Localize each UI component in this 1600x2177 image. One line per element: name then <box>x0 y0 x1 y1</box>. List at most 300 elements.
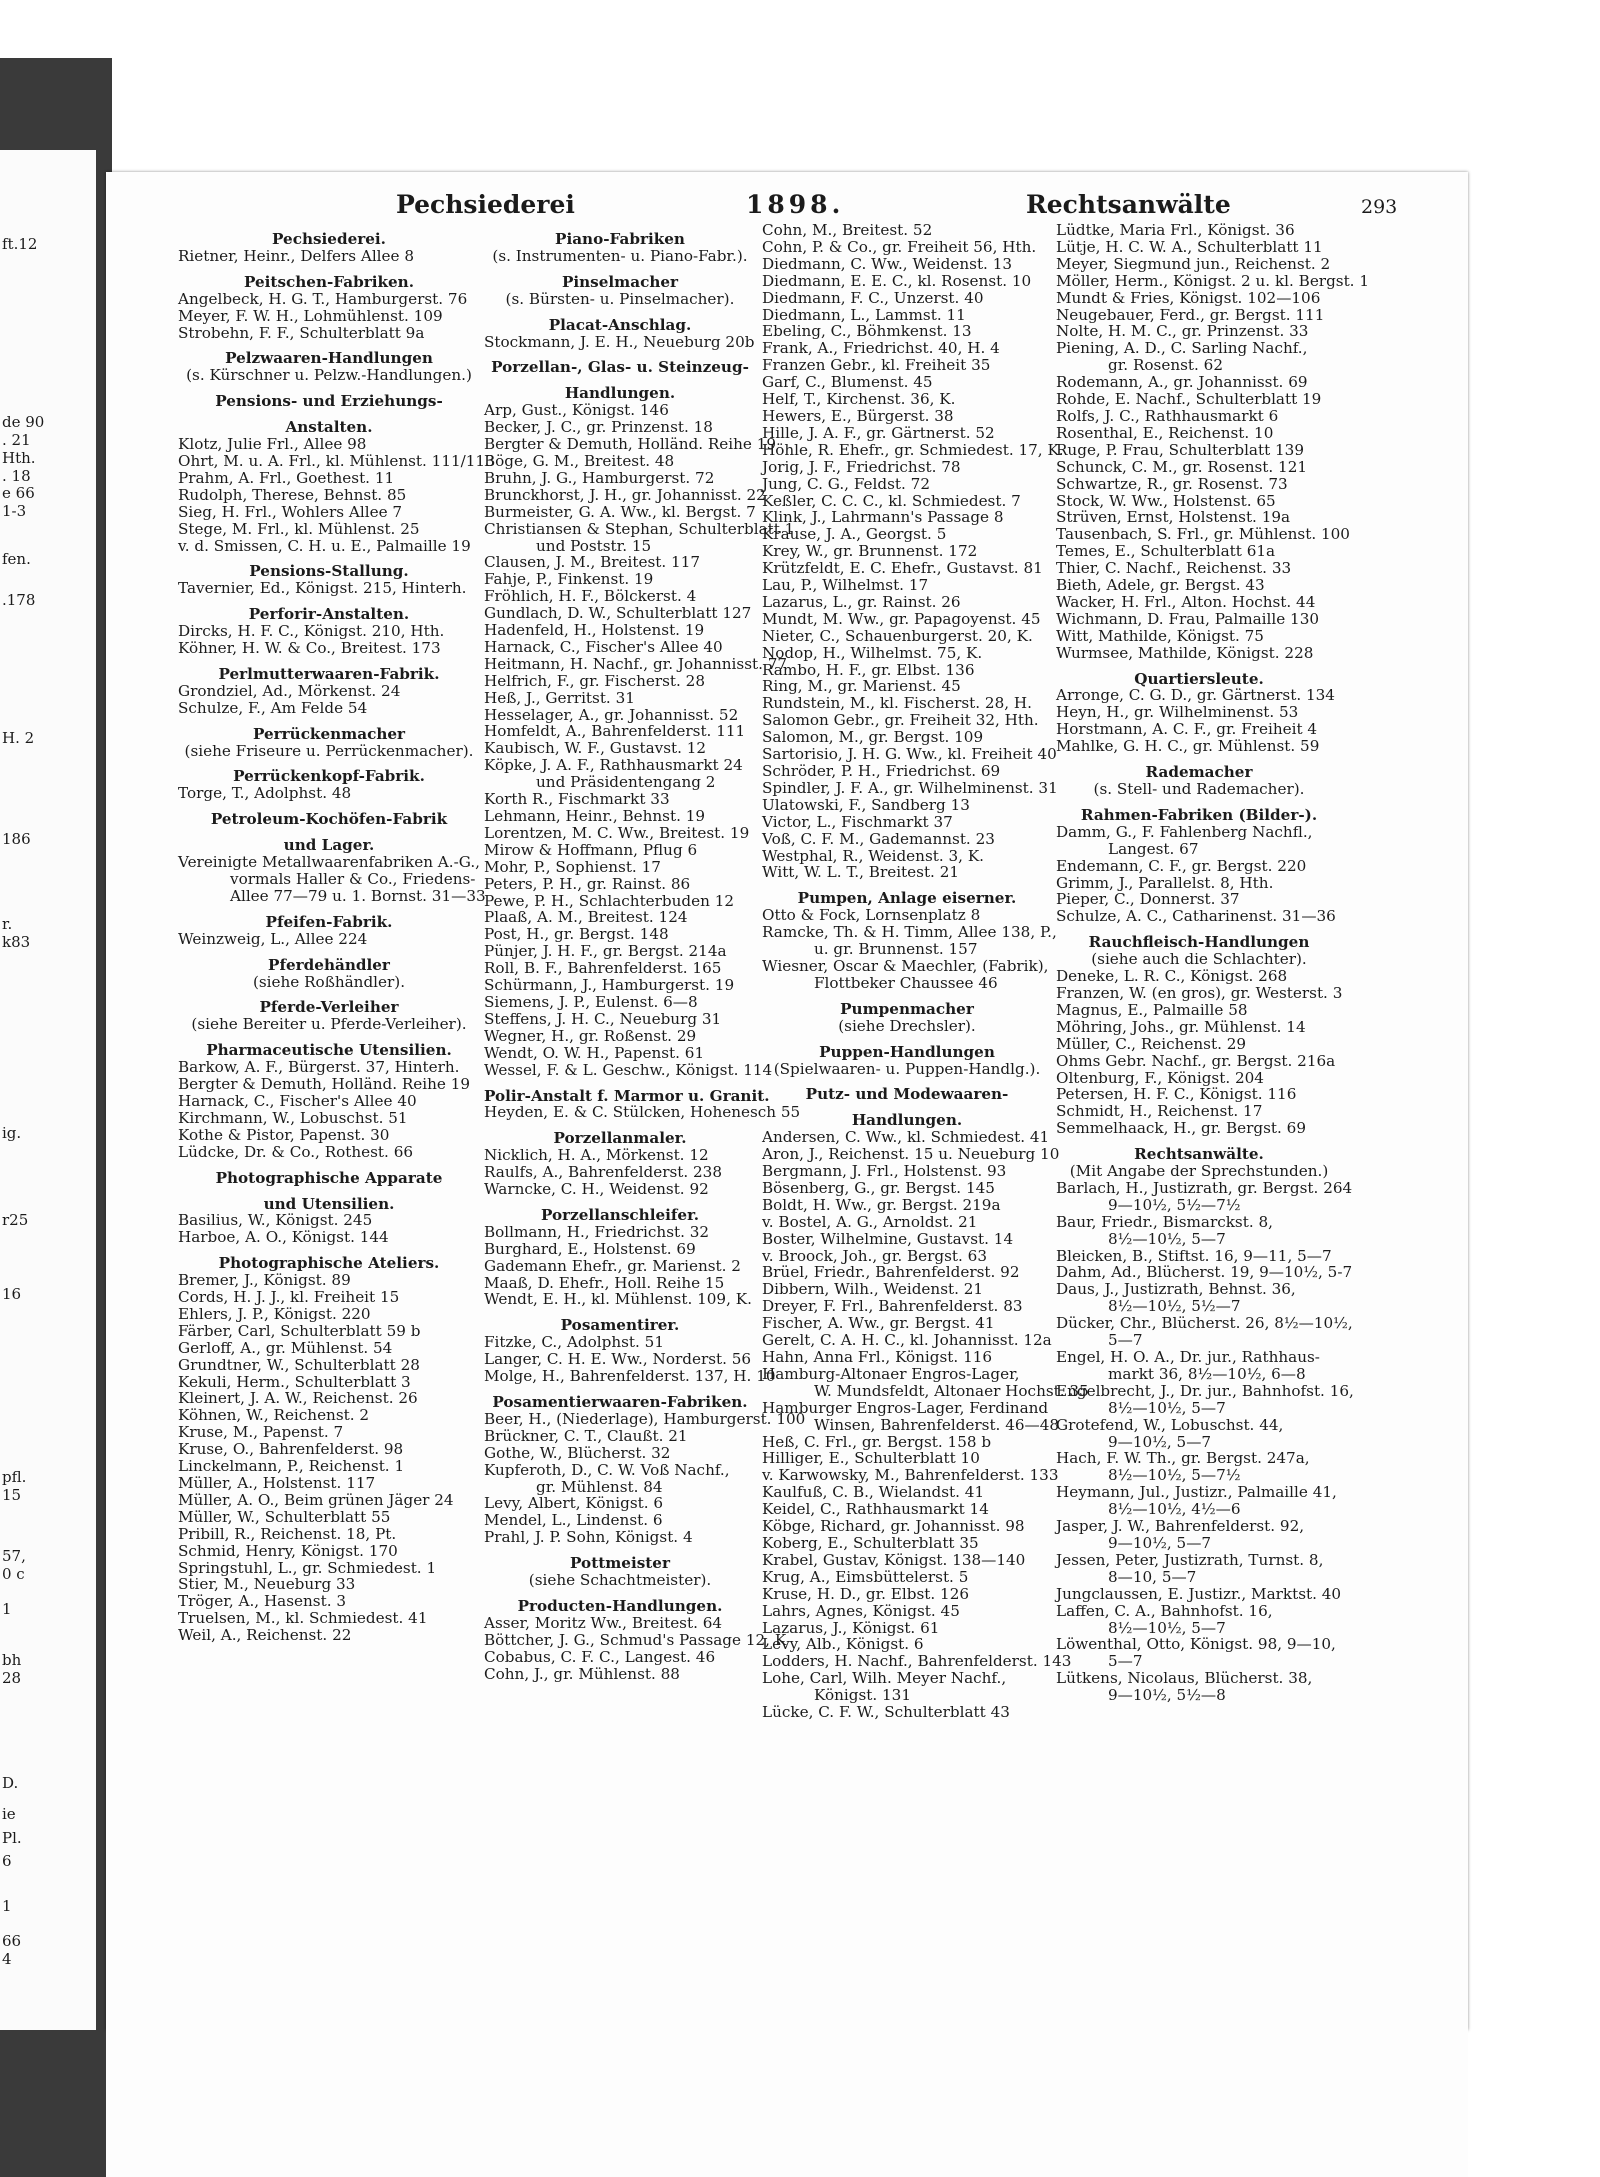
directory-entry: Weil, A., Reichenst. 22 <box>178 1626 352 1645</box>
directory-entry: Krause, J. A., Georgst. 5 <box>762 525 947 544</box>
column-1 <box>178 222 495 1645</box>
directory-entry: Königst. 131 <box>814 1686 911 1705</box>
directory-entry: Linckelmann, P., Reichenst. 1 <box>178 1457 405 1476</box>
directory-entry: Homfeldt, A., Bahrenfelderst. 111 <box>484 722 746 741</box>
directory-entry: Temes, E., Schulterblatt 61a <box>1056 542 1276 561</box>
section-heading: Pensions- und Erziehungs- <box>215 392 443 411</box>
directory-entry: Meyer, Siegmund jun., Reichenst. 2 <box>1056 254 1331 273</box>
facing-page-fragment: bh <box>2 1651 22 1669</box>
directory-entry: Wendt, O. W. H., Papenst. 61 <box>484 1043 705 1062</box>
cross-reference: (siehe Roßhändler). <box>252 972 406 991</box>
directory-entry: Oltenburg, F., Königst. 204 <box>1056 1068 1264 1087</box>
directory-entry: Endemann, C. F., gr. Bergst. 220 <box>1056 856 1307 875</box>
directory-entry: Hach, F. W. Th., gr. Bergst. 247a, <box>1056 1449 1310 1468</box>
directory-entry: Fischer, A. Ww., gr. Bergst. 41 <box>762 1314 995 1333</box>
directory-entry: Levy, Albert, Königst. 6 <box>484 1494 664 1513</box>
directory-entry: Rohde, E. Nachf., Schulterblatt 19 <box>1056 390 1322 409</box>
directory-entry: Boster, Wilhelmine, Gustavst. 14 <box>762 1229 1014 1248</box>
directory-entry: Pribill, R., Reichenst. 18, Pt. <box>178 1524 397 1543</box>
directory-entry: Wegner, H., gr. Roßenst. 29 <box>484 1026 697 1045</box>
directory-entry: Nicklich, H. A., Mörkenst. 12 <box>484 1146 709 1165</box>
directory-entry: Lazarus, L., gr. Rainst. 26 <box>762 592 961 611</box>
directory-entry: Hamburger Engros-Lager, Ferdinand <box>762 1398 1049 1417</box>
directory-entry: Post, H., gr. Bergst. 148 <box>484 925 669 944</box>
directory-entry: Möller, Herm., Königst. 2 u. kl. Bergst. 1 <box>1056 271 1370 290</box>
directory-entry: Frank, A., Friedrichst. 40, H. 4 <box>762 339 1000 358</box>
directory-entry: Stege, M. Frl., kl. Mühlenst. 25 <box>178 519 420 538</box>
directory-entry: Winsen, Bahrenfelderst. 46—48 <box>814 1415 1060 1434</box>
directory-entry: Harboe, A. O., Königst. 144 <box>178 1228 389 1247</box>
directory-entry: Otto & Fock, Lornsenplatz 8 <box>762 906 981 925</box>
directory-entry: Ehlers, J. P., Königst. 220 <box>178 1304 371 1323</box>
directory-entry: Müller, A. O., Beim grünen Jäger 24 <box>178 1490 454 1509</box>
directory-entry: Nodop, H., Wilhelmst. 75, K. <box>762 643 983 662</box>
directory-entry: Kleinert, J. A. W., Reichenst. 26 <box>178 1389 418 1408</box>
directory-entry: Nieter, C., Schauenburgerst. 20, K. <box>762 626 1033 645</box>
section-heading: Pumpen, Anlage eiserner. <box>797 889 1017 908</box>
directory-entry: Burmeister, G. A. Ww., kl. Bergst. 7 <box>484 502 756 521</box>
directory-entry: Kekuli, Herm., Schulterblatt 3 <box>178 1372 411 1391</box>
directory-entry: Bremer, J., Königst. 89 <box>178 1271 351 1290</box>
directory-entry: Lau, P., Wilhelmst. 17 <box>762 576 929 595</box>
directory-entry: gr. Mühlenst. 84 <box>536 1477 663 1496</box>
directory-entry: Clausen, J. M., Breitest. 117 <box>484 553 701 572</box>
section-heading: Pfeifen-Fabrik. <box>265 912 393 931</box>
section-heading: Rauchfleisch-Handlungen <box>1088 933 1310 952</box>
facing-page-fragment: 16 <box>2 1285 22 1303</box>
directory-entry: 8½—10½, 4½—6 <box>1108 1500 1241 1519</box>
facing-page-fragment: 28 <box>2 1669 22 1687</box>
facing-page-fragment: Pl. <box>2 1829 22 1847</box>
directory-entry: Jessen, Peter, Justizrath, Turnst. 8, <box>1056 1550 1324 1569</box>
directory-entry: Burghard, E., Holstenst. 69 <box>484 1239 696 1258</box>
directory-entry: Schulze, F., Am Felde 54 <box>178 698 368 717</box>
directory-entry: Pünjer, J. H. F., gr. Bergst. 214a <box>484 942 727 961</box>
facing-page-fragment: r. <box>2 915 13 933</box>
directory-entry: Lazarus, J., Königst. 61 <box>762 1618 940 1637</box>
directory-entry: Klink, J., Lahrmann's Passage 8 <box>762 508 1004 527</box>
directory-entry: Strüven, Ernst, Holstenst. 19a <box>1056 508 1291 527</box>
directory-entry: Lücke, C. F. W., Schulterblatt 43 <box>762 1703 1010 1722</box>
directory-entry: und Poststr. 15 <box>536 536 652 555</box>
directory-entry: Mendel, L., Lindenst. 6 <box>484 1511 663 1530</box>
directory-entry: Ulatowski, F., Sandberg 13 <box>762 795 970 814</box>
directory-entry: Kothe & Pistor, Papenst. 30 <box>178 1125 390 1144</box>
directory-entry: Mundt, M. Ww., gr. Papagoyenst. 45 <box>762 609 1041 628</box>
directory-entry: Piening, A. D., C. Sarling Nachf., <box>1056 339 1308 358</box>
directory-entry: Bleicken, B., Stiftst. 16, 9—11, 5—7 <box>1056 1246 1332 1265</box>
directory-entry: Salomon Gebr., gr. Freiheit 32, Hth. <box>762 711 1039 730</box>
directory-entry: Warncke, C. H., Weidenst. 92 <box>484 1180 709 1199</box>
directory-entry: Hille, J. A. F., gr. Gärtnerst. 52 <box>762 423 995 442</box>
directory-entry: Angelbeck, H. G. T., Hamburgerst. 76 <box>178 289 468 308</box>
directory-entry: Fahje, P., Finkenst. 19 <box>484 570 654 589</box>
directory-entry: Tausenbach, S. Frl., gr. Mühlenst. 100 <box>1056 525 1350 544</box>
directory-entry: 8½—10½, 5½—7 <box>1108 1297 1241 1316</box>
directory-entry: Schwartze, R., gr. Rosenst. 73 <box>1056 474 1288 493</box>
directory-entry: Wurmsee, Mathilde, Königst. 228 <box>1056 643 1314 662</box>
section-heading: Porzellan-, Glas- u. Steinzeug- <box>491 358 749 377</box>
directory-entry: Rudolph, Therese, Behnst. 85 <box>178 485 407 504</box>
directory-entry: Schulze, A. C., Catharinenst. 31—36 <box>1056 907 1336 926</box>
directory-entry: Ohrt, M. u. A. Frl., kl. Mühlenst. 111/113 <box>178 451 495 470</box>
directory-entry: Müller, C., Reichenst. 29 <box>1056 1034 1247 1053</box>
cross-reference: (s. Bürsten- u. Pinselmacher). <box>505 289 735 308</box>
directory-entry: 8½—10½, 5—7 <box>1108 1618 1226 1637</box>
directory-entry: Hilliger, E., Schulterblatt 10 <box>762 1449 980 1468</box>
facing-page-fragment: e 66 <box>2 484 35 502</box>
directory-entry: Flottbeker Chaussee 46 <box>814 973 998 992</box>
column-2 <box>484 222 806 1683</box>
directory-entry: Rietner, Heinr., Delfers Allee 8 <box>178 246 415 265</box>
directory-entry: Rosenthal, E., Reichenst. 10 <box>1056 423 1274 442</box>
directory-entry: Rambo, H. F., gr. Elbst. 136 <box>762 660 975 679</box>
directory-entry: Helfrich, F., gr. Fischerst. 28 <box>484 671 705 690</box>
directory-entry: Tröger, A., Hasenst. 3 <box>178 1592 347 1611</box>
facing-page-fragment: 15 <box>2 1486 22 1504</box>
directory-entry: Böge, G. M., Breitest. 48 <box>484 451 675 470</box>
directory-entry: Helf, T., Kirchenst. 36, K. <box>762 390 956 409</box>
directory-entry: Neugebauer, Ferd., gr. Bergst. 111 <box>1056 305 1325 324</box>
directory-entry: Engel, H. O. A., Dr. jur., Rathhaus- <box>1056 1348 1320 1366</box>
section-heading: Posamentierwaaren-Fabriken. <box>492 1393 748 1411</box>
facing-page-fragment: k83 <box>2 933 31 951</box>
directory-entry: Plaaß, A. M., Breitest. 124 <box>484 908 688 927</box>
section-heading: Pumpenmacher <box>840 999 974 1018</box>
section-heading: Pottmeister <box>570 1554 670 1573</box>
directory-entry: Dahm, Ad., Blücherst. 19, 9—10½, 5-7 <box>1056 1263 1353 1282</box>
page-number: 293 <box>1361 196 1398 218</box>
section-heading: Puppen-Handlungen <box>819 1042 995 1061</box>
directory-entry: Franzen, W. (en gros), gr. Westerst. 3 <box>1056 983 1343 1002</box>
directory-entry: Roll, B. F., Bahrenfelderst. 165 <box>484 959 722 978</box>
facing-page-fragment: D. <box>2 1774 19 1792</box>
directory-entry: Mahlke, G. H. C., gr. Mühlenst. 59 <box>1056 737 1320 756</box>
directory-entry: Meyer, F. W. H., Lohmühlenst. 109 <box>178 306 443 325</box>
facing-page-fragment: fen. <box>2 550 31 568</box>
running-head-left: Pechsiederei <box>396 190 575 219</box>
directory-entry: Cords, H. J. J., kl. Freiheit 15 <box>178 1288 400 1307</box>
directory-entry: 5—7 <box>1108 1652 1143 1671</box>
directory-entry: Schmid, Henry, Königst. 170 <box>178 1541 398 1560</box>
directory-entry: Ring, M., gr. Marienst. 45 <box>762 677 961 696</box>
directory-entry: Diedmann, E. E. C., kl. Rosenst. 10 <box>762 271 1032 290</box>
directory-entry: Franzen Gebr., kl. Freiheit 35 <box>762 356 991 375</box>
directory-entry: Ruge, P. Frau, Schulterblatt 139 <box>1056 440 1305 459</box>
directory-entry: Victor, L., Fischmarkt 37 <box>762 812 953 831</box>
directory-entry: Truelsen, M., kl. Schmiedest. 41 <box>178 1609 428 1628</box>
directory-entry: Bösenberg, G., gr. Bergst. 145 <box>762 1178 995 1197</box>
facing-page-fragment: Hth. <box>2 449 36 467</box>
cross-reference: (Mit Angabe der Sprechstunden.) <box>1069 1162 1329 1181</box>
section-heading: Perrückenkopf-Fabrik. <box>233 767 425 786</box>
directory-entry: Mirow & Hoffmann, Pflug 6 <box>484 840 698 859</box>
section-heading: Producten-Handlungen. <box>517 1596 723 1615</box>
directory-entry: Magnus, E., Palmaille 58 <box>1056 1000 1248 1019</box>
cross-reference: (Spielwaaren- u. Puppen-Handlg.). <box>773 1059 1041 1078</box>
facing-page-fragment: .178 <box>2 591 36 609</box>
facing-page-fragment: . 21 <box>2 431 31 449</box>
directory-entry: und Präsidentengang 2 <box>536 773 716 792</box>
directory-entry: Andersen, C. Ww., kl. Schmiedest. 41 <box>762 1128 1050 1147</box>
facing-page-fragment: 1 <box>2 1600 12 1618</box>
directory-entry: Brüel, Friedr., Bahrenfelderst. 92 <box>762 1263 1020 1282</box>
directory-entry: Lüdtke, Maria Frl., Königst. 36 <box>1056 221 1295 239</box>
cross-reference: (s. Kürschner u. Pelzw.-Handlungen.) <box>186 366 472 385</box>
directory-entry: Voß, C. F. M., Gademannst. 23 <box>762 829 995 848</box>
directory-entry: Kruse, H. D., gr. Elbst. 126 <box>762 1584 970 1603</box>
section-heading: Pferde-Verleiher <box>259 998 399 1017</box>
directory-entry: Sartorisio, J. H. G. Ww., kl. Freiheit 40 <box>762 745 1057 764</box>
directory-entry: Lehmann, Heinr., Behnst. 19 <box>484 807 706 825</box>
facing-page-fragment: 1-3 <box>2 502 27 520</box>
directory-entry: Becker, J. C., gr. Prinzenst. 18 <box>484 418 713 437</box>
directory-entry: Levy, Alb., Königst. 6 <box>762 1635 924 1654</box>
directory-entry: Maaß, D. Ehefr., Holl. Reihe 15 <box>484 1273 725 1292</box>
section-heading: Putz- und Modewaaren- <box>805 1085 1009 1104</box>
directory-entry: Basilius, W., Königst. 245 <box>178 1211 373 1230</box>
directory-entry: Wichmann, D. Frau, Palmaille 130 <box>1056 609 1320 628</box>
page-margin-bottom <box>106 2030 1468 2177</box>
directory-entry: Lütje, H. C. W. A., Schulterblatt 11 <box>1056 237 1323 256</box>
facing-page-fragment: 4 <box>2 1950 12 1968</box>
section-heading: Pharmaceutische Utensilien. <box>206 1041 452 1060</box>
directory-entry: Stock, W. Ww., Holstenst. 65 <box>1056 491 1276 510</box>
directory-entry: Heß, C. Frl., gr. Bergst. 158 b <box>762 1432 992 1451</box>
section-heading: Petroleum-Kochöfen-Fabrik <box>210 810 448 829</box>
column-3 <box>762 221 1089 1722</box>
directory-entry: Witt, Mathilde, Königst. 75 <box>1056 626 1264 645</box>
section-heading: Perrückenmacher <box>252 724 406 743</box>
section-heading: Polir-Anstalt f. Marmor u. Granit. <box>484 1086 770 1105</box>
section-heading: Peitschen-Fabriken. <box>243 272 414 291</box>
directory-entry: Kirchmann, W., Lobuschst. 51 <box>178 1108 408 1127</box>
section-heading: Rademacher <box>1145 763 1253 782</box>
section-heading: Pensions-Stallung. <box>249 562 409 581</box>
section-heading: und Utensilien. <box>263 1194 395 1213</box>
directory-entry: 8½—10½, 5—7½ <box>1108 1466 1241 1485</box>
directory-entry: Prahl, J. P. Sohn, Königst. 4 <box>484 1528 693 1547</box>
section-heading: Pechsiederei. <box>272 230 386 248</box>
section-heading: Pferdehändler <box>268 955 390 974</box>
directory-entry: Koberg, E., Schulterblatt 35 <box>762 1533 979 1552</box>
facing-page-fragment: 0 c <box>2 1565 25 1583</box>
directory-entry: Aron, J., Reichenst. 15 u. Neueburg 10 <box>762 1145 1060 1164</box>
section-heading: Porzellanschleifer. <box>541 1205 699 1224</box>
section-heading: Anstalten. <box>285 418 373 437</box>
directory-entry: Bieth, Adele, gr. Bergst. 43 <box>1056 576 1265 595</box>
directory-entry: Köpke, J. A. F., Rathhausmarkt 24 <box>484 756 743 775</box>
directory-entry: Deneke, L. R. C., Königst. 268 <box>1056 967 1288 986</box>
directory-entry: Gademann Ehefr., gr. Marienst. 2 <box>484 1256 741 1275</box>
facing-page-fragment: . 18 <box>2 467 31 485</box>
section-heading: Rechtsanwälte. <box>1134 1145 1264 1164</box>
directory-entry: Ramcke, Th. & H. Timm, Allee 138, P., <box>762 923 1057 942</box>
directory-entry: u. gr. Brunnenst. 157 <box>814 940 978 959</box>
directory-entry: Höhle, R. Ehefr., gr. Schmiedest. 17, K. <box>762 440 1064 459</box>
directory-entry: Lorentzen, M. C. Ww., Breitest. 19 <box>484 823 750 842</box>
directory-entry: Löwenthal, Otto, Königst. 98, 9—10, <box>1056 1635 1336 1654</box>
section-heading: Photographische Ateliers. <box>218 1254 440 1273</box>
facing-page-fragment: ig. <box>2 1124 22 1142</box>
directory-entry: Lodders, H. Nachf., Bahrenfelderst. 143 <box>762 1652 1072 1671</box>
section-heading: und Lager. <box>283 836 375 855</box>
directory-entry: Schunck, C. M., gr. Rosenst. 121 <box>1056 457 1308 476</box>
directory-entry: markt 36, 8½—10½, 6—8 <box>1108 1364 1306 1383</box>
facing-page-fragment: H. 2 <box>2 729 35 747</box>
directory-entry: Garf, C., Blumenst. 45 <box>762 373 933 392</box>
section-heading: Perforir-Anstalten. <box>248 605 410 624</box>
cross-reference: (siehe Drechsler). <box>838 1016 976 1035</box>
directory-entry: Gerelt, C. A. H. C., kl. Johannisst. 12a <box>762 1331 1052 1350</box>
directory-entry: Bergter & Demuth, Holländ. Reihe 19 <box>178 1075 471 1094</box>
directory-entry: Thier, C. Nachf., Reichenst. 33 <box>1056 559 1292 578</box>
directory-entry: Witt, W. L. T., Breitest. 21 <box>762 863 960 882</box>
directory-entry: Steffens, J. H. C., Neueburg 31 <box>484 1009 722 1028</box>
directory-entry: Jungclaussen, E. Justizr., Marktst. 40 <box>1056 1584 1342 1603</box>
directory-entry: Springstuhl, L., gr. Schmiedest. 1 <box>178 1558 437 1577</box>
directory-entry: Böttcher, J. G., Schmud's Passage 12, K <box>484 1630 787 1649</box>
directory-entry: Wessel, F. & L. Geschw., Königst. 114 <box>484 1060 773 1079</box>
directory-entry: Bruhn, J. G., Hamburgerst. 72 <box>484 468 715 487</box>
directory-entry: Arp, Gust., Königst. 146 <box>484 401 669 420</box>
directory-entry: Dibbern, Wilh., Weidenst. 21 <box>762 1280 984 1299</box>
directory-entry: Cobabus, C. F. C., Langest. 46 <box>484 1647 716 1666</box>
directory-entry: Heitmann, H. Nachf., gr. Johannisst. 77 <box>484 654 788 673</box>
directory-entry: Peters, P. H., gr. Rainst. 86 <box>484 874 691 893</box>
directory-entry: 8½—10½, 5—7 <box>1108 1229 1226 1248</box>
directory-entry: Harnack, C., Fischer's Allee 40 <box>484 637 723 656</box>
directory-entry: Engelbrecht, J., Dr. jur., Bahnhofst. 16, <box>1056 1381 1354 1400</box>
directory-entry: gr. Rosenst. 62 <box>1108 356 1223 375</box>
directory-entry: Wiesner, Oscar & Maechler, (Fabrik), <box>762 956 1049 975</box>
directory-entry: Dircks, H. F. C., Königst. 210, Hth. <box>178 622 445 641</box>
column-4 <box>1056 221 1370 1705</box>
directory-entry: Fitzke, C., Adolphst. 51 <box>484 1333 664 1352</box>
directory-page <box>106 172 1468 2030</box>
directory-entry: Pieper, C., Donnerst. 37 <box>1056 890 1240 909</box>
directory-entry: Bergter & Demuth, Holländ. Reihe 19 <box>484 435 777 454</box>
directory-entry: Hadenfeld, H., Holstenst. 19 <box>484 621 705 640</box>
cross-reference: (s. Instrumenten- u. Piano-Fabr.). <box>492 246 748 265</box>
directory-entry: Kruse, M., Papenst. 7 <box>178 1423 344 1442</box>
directory-entry: Salomon, M., gr. Bergst. 109 <box>762 728 984 747</box>
facing-page-fragment: 66 <box>2 1932 22 1950</box>
directory-entry: Kaubisch, W. F., Gustavst. 12 <box>484 739 707 758</box>
directory-entry: Pewe, P. H., Schlachterbuden 12 <box>484 891 735 910</box>
directory-entry: Jorig, J. F., Friedrichst. 78 <box>762 457 961 476</box>
directory-entry: Spindler, J. F. A., gr. Wilhelminenst. 31 <box>762 778 1058 797</box>
directory-entry: Brückner, C. T., Claußt. 21 <box>484 1426 688 1445</box>
directory-entry: Grotefend, W., Lobuschst. 44, <box>1056 1415 1284 1434</box>
directory-entry: Brunckhorst, J. H., gr. Johannisst. 22 <box>484 485 766 504</box>
facing-page-fragment: ft.12 <box>2 235 38 253</box>
directory-entry: Hesselager, A., gr. Johannisst. 52 <box>484 705 739 724</box>
directory-entry: Diedmann, L., Lammst. 11 <box>762 305 966 324</box>
directory-entry: Grimm, J., Parallelst. 8, Hth. <box>1056 873 1274 892</box>
directory-entry: v. Bostel, A. G., Arnoldst. 21 <box>762 1212 978 1231</box>
directory-entry: Petersen, H. F. C., Königst. 116 <box>1056 1085 1297 1104</box>
directory-entry: Rundstein, M., kl. Fischerst. 28, H. <box>762 694 1032 713</box>
directory-entry: Diedmann, F. C., Unzerst. 40 <box>762 288 984 307</box>
directory-entry: Daus, J., Justizrath, Behnst. 36, <box>1056 1280 1296 1299</box>
cross-reference: (siehe Friseure u. Perrückenmacher). <box>184 741 474 760</box>
facing-page-fragment: 186 <box>2 830 31 848</box>
directory-entry: Tavernier, Ed., Königst. 215, Hinterh. <box>178 579 467 598</box>
directory-entry: Lütkens, Nicolaus, Blücherst. 38, <box>1056 1669 1313 1688</box>
directory-entry: Krug, A., Eimsbüttelerst. 5 <box>762 1567 969 1586</box>
section-heading: Perlmutterwaaren-Fabrik. <box>218 664 440 683</box>
directory-entry: Siemens, J. P., Eulenst. 6—8 <box>484 992 698 1011</box>
facing-page-fragment: de 90 <box>2 413 45 431</box>
directory-entry: Horstmann, A. C. F., gr. Freiheit 4 <box>1056 720 1318 739</box>
directory-entry: v. Broock, Joh., gr. Bergst. 63 <box>762 1246 987 1265</box>
directory-entry: Molge, H., Bahrenfelderst. 137, H. 10 <box>484 1367 776 1386</box>
section-heading: Porzellanmaler. <box>553 1129 687 1148</box>
directory-entry: Mundt & Fries, Königst. 102—106 <box>1056 288 1321 307</box>
cross-reference: (siehe auch die Schlachter). <box>1091 950 1307 969</box>
directory-entry: Kupferoth, D., C. W. Voß Nachf., <box>484 1460 730 1479</box>
directory-entry: Cohn, J., gr. Mühlenst. 88 <box>484 1664 680 1683</box>
directory-entry: Keidel, C., Rathhausmarkt 14 <box>762 1500 989 1519</box>
directory-entry: Hewers, E., Bürgerst. 38 <box>762 406 954 425</box>
directory-entry: Heß, J., Gerritst. 31 <box>484 688 635 707</box>
directory-entry: Arronge, C. G. D., gr. Gärtnerst. 134 <box>1056 686 1335 705</box>
directory-entry: Lahrs, Agnes, Königst. 45 <box>762 1601 960 1620</box>
directory-entry: Ebeling, C., Böhmkenst. 13 <box>762 322 972 341</box>
section-heading: Pelzwaaren-Handlungen <box>225 349 433 368</box>
directory-entry: Diedmann, C. Ww., Weidenst. 13 <box>762 254 1013 273</box>
directory-entry: Schürmann, J., Hamburgerst. 19 <box>484 976 735 995</box>
facing-page-fragment: 6 <box>2 1852 12 1870</box>
directory-entry: Heymann, Jul., Justizr., Palmaille 41, <box>1056 1483 1337 1502</box>
directory-entry: Kruse, O., Bahrenfelderst. 98 <box>178 1440 404 1459</box>
directory-entry: Stier, M., Neueburg 33 <box>178 1575 356 1594</box>
directory-entry: Schröder, P. H., Friedrichst. 69 <box>762 762 1001 780</box>
directory-entry: Grondziel, Ad., Mörkenst. 24 <box>178 681 401 700</box>
running-head-right: Rechtsanwälte <box>1026 190 1231 219</box>
directory-entry: Färber, Carl, Schulterblatt 59 b <box>178 1321 421 1340</box>
directory-entry: Wacker, H. Frl., Alton. Hochst. 44 <box>1056 592 1316 611</box>
directory-entry: Bergmann, J. Frl., Holstenst. 93 <box>762 1162 1007 1181</box>
directory-entry: Wendt, E. H., kl. Mühlenst. 109, K. <box>484 1290 752 1309</box>
directory-entry: 9—10½, 5—7 <box>1108 1432 1212 1451</box>
section-heading: Quartiersleute. <box>1134 669 1264 688</box>
cross-reference: (siehe Bereiter u. Pferde-Verleiher). <box>191 1015 467 1034</box>
section-heading: Placat-Anschlag. <box>548 315 692 334</box>
directory-entry: Krützfeldt, E. C. Ehefr., Gustavst. 81 <box>762 559 1043 578</box>
cross-reference: (siehe Schachtmeister). <box>528 1571 712 1590</box>
directory-entry: Möhring, Johs., gr. Mühlenst. 14 <box>1056 1017 1306 1036</box>
section-heading: Piano-Fabriken <box>555 230 685 248</box>
facing-page-fragment: 1 <box>2 1897 12 1915</box>
directory-entry: Cohn, M., Breitest. 52 <box>762 221 933 239</box>
directory-entry: Dücker, Chr., Blücherst. 26, 8½—10½, <box>1056 1314 1353 1333</box>
directory-entry: 9—10½, 5½—8 <box>1108 1686 1226 1705</box>
directory-entry: Köbge, Richard, gr. Johannisst. 98 <box>762 1517 1025 1536</box>
directory-entry: Gerloff, A., gr. Mühlenst. 54 <box>178 1338 393 1357</box>
directory-entry: Prahm, A. Frl., Goethest. 11 <box>178 468 395 487</box>
directory-entry: 8—10, 5—7 <box>1108 1567 1197 1586</box>
section-heading: Handlungen. <box>851 1111 963 1130</box>
directory-entry: Lohe, Carl, Wilh. Meyer Nachf., <box>762 1669 1007 1688</box>
directory-entry: Gundlach, D. W., Schulterblatt 127 <box>484 604 752 623</box>
directory-entry: Semmelhaack, H., gr. Bergst. 69 <box>1056 1119 1306 1138</box>
directory-entry: Raulfs, A., Bahrenfelderst. 238 <box>484 1163 723 1182</box>
directory-entry: Gothe, W., Blücherst. 32 <box>484 1443 671 1462</box>
section-heading: Rahmen-Fabriken (Bilder-). <box>1080 805 1318 824</box>
directory-entry: Langest. 67 <box>1108 839 1199 858</box>
